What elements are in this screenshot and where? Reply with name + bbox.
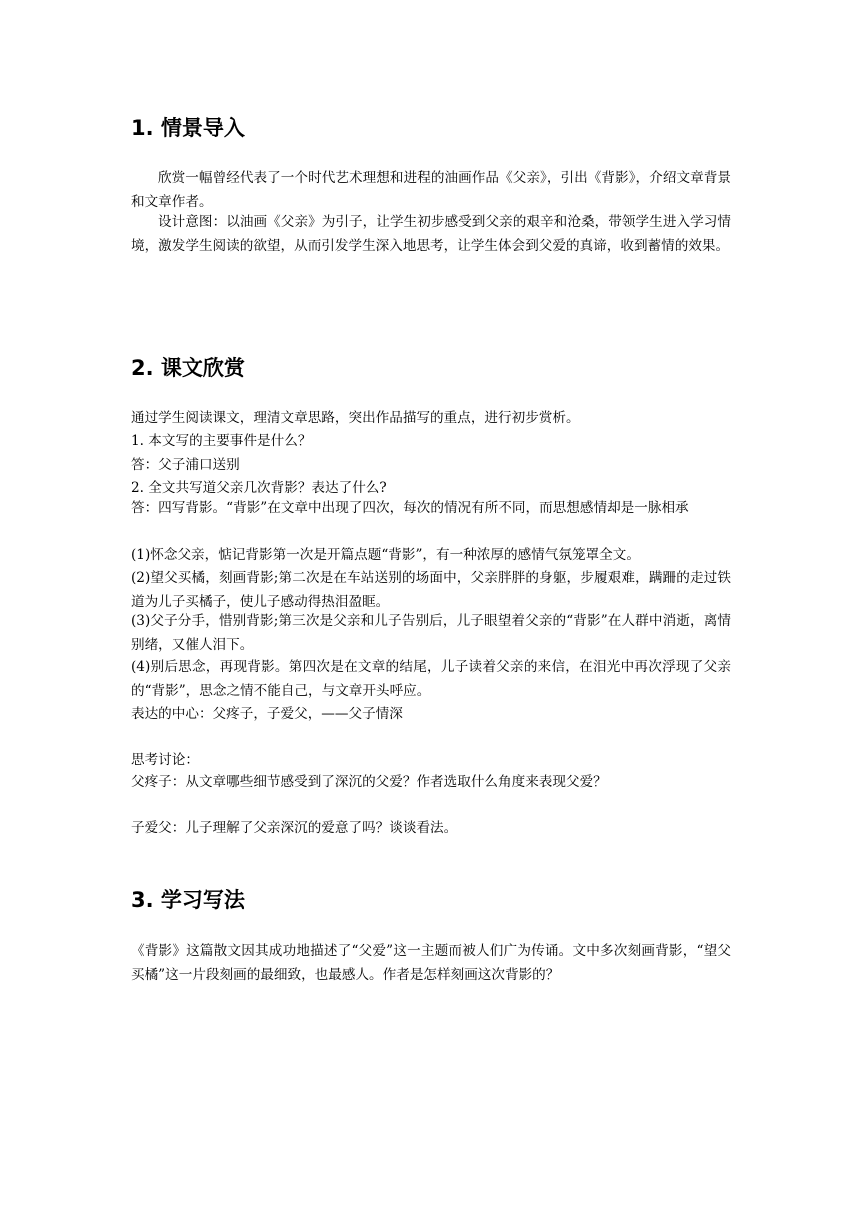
question-2: 2. 全文共写道父亲几次背影？表达了什么?: [131, 480, 387, 496]
section-1-heading: 1. 情景导入: [131, 116, 245, 140]
point-1: (1)怀念父亲，惦记背影第一次是开篇点题“背影”，有一种浓厚的感情气氛笼罩全文。: [131, 547, 640, 563]
answer-1: 答：父子浦口送别: [131, 457, 240, 473]
answer-2: 答：四写背影。“背影”在文章中出现了四次，每次的情况有所不同，而思想感情却是一脉相承: [131, 500, 689, 516]
discussion-label: 思考讨论：: [131, 752, 199, 768]
point-4: (4)别后思念，再现背影。第四次是在文章的结尾，儿子读着父亲的来信，在泪光中再次浮现了父亲的“背影”，思念之情不能自己，与文章开头呼应。: [131, 659, 731, 699]
section-2-heading: 2. 课文欣赏: [131, 356, 245, 380]
point-3: (3)父子分手，惜别背影;第三次是父亲和儿子告别后，儿子眼望着父亲的“背影”在人群中消逝，离情别绪，又催人泪下。: [131, 613, 731, 653]
section-3-paragraph-1: 《背影》这篇散文因其成功地描述了“父爱”这一主题而被人们广为传诵。文中多次刻画背影，“望父买橘”这一片段刻画的最细致，也最感人。作者是怎样刻画这次背影的？: [131, 943, 731, 983]
section-1-paragraph-2: 设计意图：以油画《父亲》为引子，让学生初步感受到父亲的艰辛和沧桑，带领学生进入学习情境，激发学生阅读的欲望，从而引发学生深入地思考，让学生体会到父爱的真谛，收到蓄情的效果。: [131, 214, 731, 254]
central-idea: 表达的中心：父疼子，子爱父，——父子情深: [131, 706, 403, 722]
section-1-paragraph-1: 欣赏一幅曾经代表了一个时代艺术理想和进程的油画作品《父亲》，引出《背影》，介绍文章背景和文章作者。: [131, 170, 731, 210]
question-1: 1. 本文写的主要事件是什么？: [131, 433, 312, 449]
point-2: (2)望父买橘，刻画背影;第二次是在车站送别的场面中，父亲胖胖的身躯，步履艰难，蹒跚的走过铁道为儿子买橘子，使儿子感动得热泪盈眶。: [131, 570, 731, 610]
discussion-question-2: 子爱父：儿子理解了父亲深沉的爱意了吗？谈谈看法。: [131, 820, 458, 836]
section-2-intro: 通过学生阅读课文，理清文章思路，突出作品描写的重点，进行初步赏析。: [131, 410, 580, 426]
discussion-question-1: 父疼子：从文章哪些细节感受到了深沉的父爱？作者选取什么角度来表现父爱？: [131, 774, 607, 790]
section-3-heading: 3. 学习写法: [131, 888, 245, 912]
